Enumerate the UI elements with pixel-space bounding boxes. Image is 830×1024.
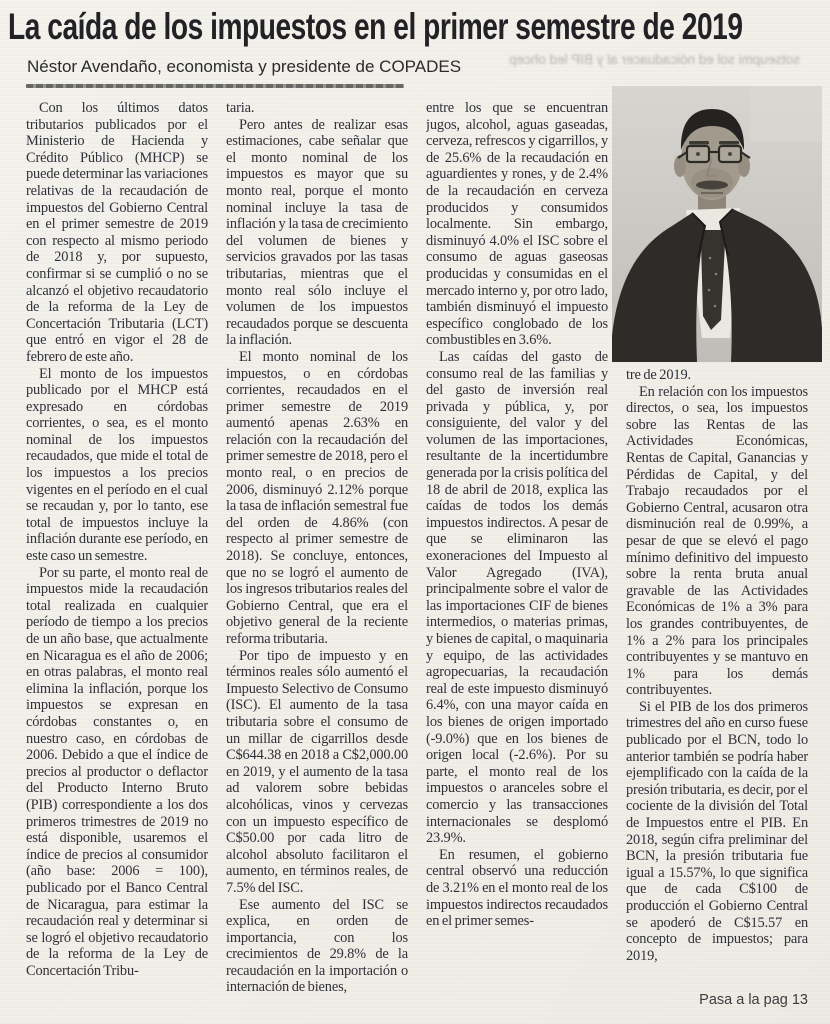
paragraph: Las caídas del gasto de consumo real de las familias y del gasto de inversión real privada y pública, y, por consiguiente, del valor y del volumen de las importaciones, resultante de la incertidumbre generada por la crisis política del 18 de abril de 2018, explica las caídas de todos los demás impuestos indirectos. A pesar de que se eliminaron las exoneraciones del Impuesto al Valor Agregado (IVA), principalmente sobre el valor de las importaciones CIF de bienes intermedios, o materias primas, y bienes de capital, o maquinaria y equipo, de las actividades agropecuarias, la recaudación real de este impuesto disminuyó 6.4%, con una mayor caída en los bienes de origen importado (-9.0%) que en los bienes de origen local (-2.6%). Por su parte, el monto real de los impuestos o aranceles sobre el comercio y las transacciones internacionales se desplomó 23.9%. [426,348,608,847]
paragraph: Si el PIB de los dos primeros trimestres del año en curso fuese publicado por el BCN, todo lo anterior también se podría haber ejemplificado con la caída de la presión tributaria, es decir, por el cociente de la división del Total de Impuestos entre el PIB. En 2018, según cifra preliminar del BCN, la presión tributaria fue igual a 15.57%, lo que significa que de cada C$100 de producción el Gobierno Central se apoderó de C$15.57 en concepto de impuestos; para 2019, [626,698,808,964]
paragraph: El monto de los impuestos publicado por el MHCP está expresado en córdobas corrientes, o sea, es el monto nominal de los impuestos recaudados, que mide el total de los impuestos a los precios vigentes en el período en el cual se recaudan y, por lo tanto, ese total de impuestos incluye la inflación durante ese período, en este caso un semestre. [26,365,208,565]
paragraph: El monto nominal de los impuestos, o en córdobas corrientes, recaudados en el primer semestre de 2019 aumentó apenas 2.63% en relación con la recaudación del primer semestre de 2018, pero el monto real, o en precios de 2006, disminuyó 2.12% porque la tasa de inflación semestral fue del orden de 4.86% (con respecto al primer semestre de 2018). Se concluye, entonces, que no se logró el aumento de los ingresos tributarios reales del Gobierno Central, que era el objetivo general de la reciente reforma tributaria. [226,348,408,647]
byline-rule [26,84,404,88]
text-column-1 [26,100,208,1016]
paragraph: tre de 2019. [626,367,691,383]
paragraph: Ese aumento del ISC se explica, en orden de importancia, con los crecimientos de 29.8% de la recaudación en la importación o internación de bienes, [226,896,408,996]
continuation-note: Pasa a la pag 13 [699,992,808,1008]
article-byline: Néstor Avendaño, economista y presidente de COPADES [27,57,462,76]
bleedthrough-text: sotseupmi sol ed nóicaduacer al y BIP led ohcep [509,52,800,67]
text-column-4 [626,100,808,1016]
paragraph: entre los que se encuentran jugos, alcohol, aguas gaseadas, cerveza, refrescos y cigarrillos, y de 25.6% de la recaudación en aguardientes y rones, y de 2.4% de la recaudación en cerveza producidos y consumidos localmente. Sin embargo, disminuyó 4.0% el ISC sobre el consumo de aguas gaseosas producidas y consumidas en el mercado interno y, por otro lado, también disminuyó el impuesto específico conglobado de los combustibles en 3.6%. [426,100,608,349]
paragraph: taria. [226,100,255,116]
text-column-2 [226,100,408,1016]
paragraph: Por su parte, el monto real de impuestos mide la recaudación total realizada en cualquier período de tiempo a los precios de un año base, que actualmente en Nicaragua es el año de 2006; en otras palabras, el monto real elimina la inflación, porque los impuestos se expresan en córdobas constantes o, en nuestro caso, en córdobas de 2006. Debido a que el índice de precios al productor o deflactor del Producto Interno Bruto (PIB) correspondiente a los dos primeros trimestres de 2019 no está disponible, usaremos el índice de precios al consumidor (año base: 2006 = 100), publicado por el Banco Central de Nicaragua, para estimar la recaudación real y determinar si se logró el objetivo recaudatorio de la reforma de la Ley de Concertación Tribu- [26,564,208,979]
paragraph: Por tipo de impuesto y en términos reales sólo aumentó el Impuesto Selectivo de Consumo (ISC). El aumento de la tasa tributaria sobre el consumo de un millar de cigarrillos desde C$644.38 en 2018 a C$2,000.00 en 2019, y el aumento de la tasa ad valorem sobre bebidas alcohólicas, vinos y cervezas con un impuesto específico de C$50.00 por cada litro de alcohol absoluto facilitaron el aumento, en términos reales, de 7.5% del ISC. [226,647,408,896]
text-column-3 [426,100,608,1016]
paragraph: Pero antes de realizar esas estimaciones, cabe señalar que el monto nominal de los impuestos es mayor que su monto real, porque el monto nominal incluye la tasa de inflación y la tasa de crecimiento del volumen de bienes y servicios gravados por las tasas tributarias, mientras que el monto real sólo incluye el volumen de los impuestos recaudados porque se descuenta la inflación. [226,116,408,349]
paragraph: En relación con los impuestos directos, o sea, los impuestos sobre las Rentas de las Actividades Económicas, Rentas de Capital, Ganancias y Pérdidas de Capital, y del Trabajo recaudados por el Gobierno Central, acusaron otra disminución real de 0.99%, a pesar de que se elevó el pago mínimo definitivo del impuesto sobre la renta bruta anual gravable de las Actividades Económicas de 1% a 3% para los grandes contribuyentes, de 1% a 2% para los principales contribuyentes y se mantuvo en 1% para los demás contribuyentes. [626,383,808,699]
paragraph: Con los últimos datos tributarios publicados por el Ministerio de Hacienda y Crédito Público (MHCP) se puede determinar las variaciones relativas de la recaudación de impuestos del Gobierno Central en el primer semestre de 2019 con respecto al mismo periodo de 2018 y, por supuesto, confirmar si se cumplió o no se alcanzó el objetivo recaudatorio de la reforma de la Ley de Concertación Tributaria (LCT) que entró en vigor el 28 de febrero de este año. [26,100,208,365]
paragraph: En resumen, el gobierno central observó una reducción de 3.21% en el monto real de los impuestos indirectos recaudados en el primer semes- [426,846,608,930]
article-title: La caída de los impuestos en el primer semestre de 2019 [8,6,743,47]
article-body [26,100,808,1016]
